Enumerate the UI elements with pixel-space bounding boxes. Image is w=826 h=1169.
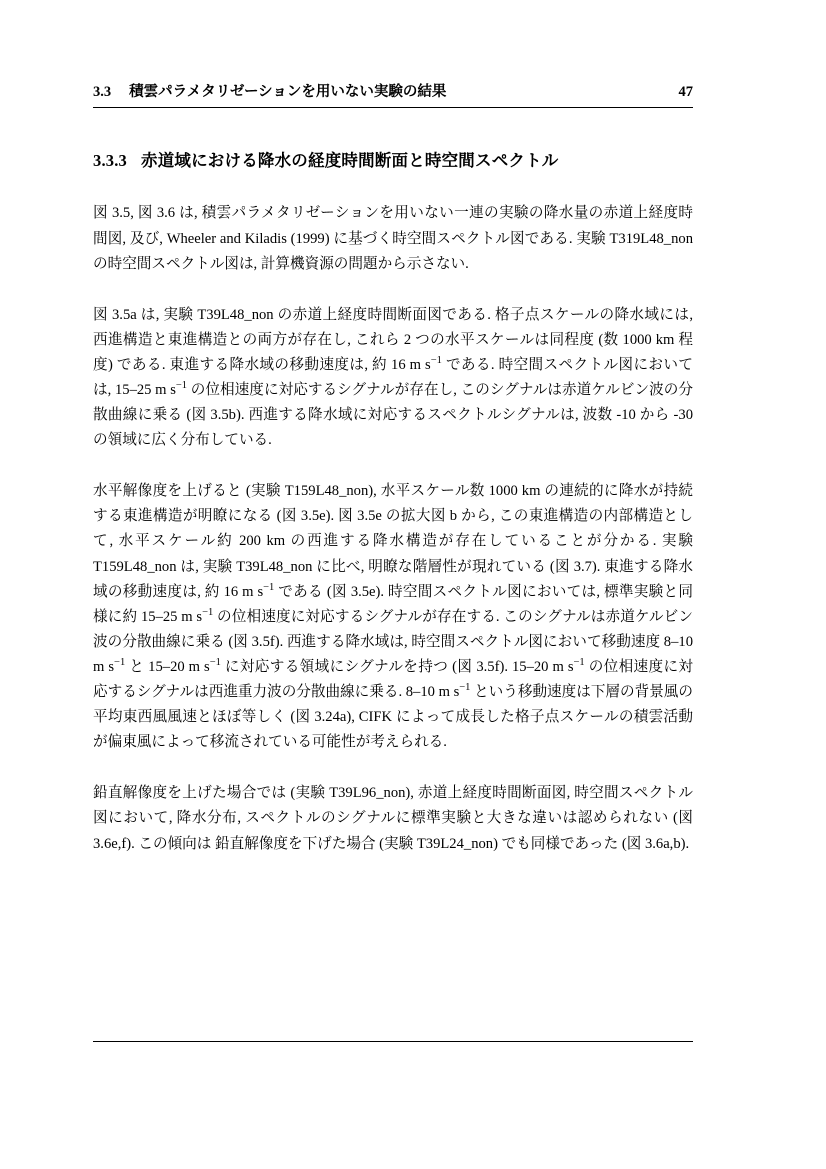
paragraph-4: 鉛直解像度を上げた場合では (実験 T39L96_non), 赤道上経度時間断面図, 時空間スペクトル図において, 降水分布, スペクトルのシグナルに標準実験と大きな違いは認められない (図 3.6e,f). この傾向は 鉛直解像度を下げた場合 (実験 T39L24_non) でも同様であった (図 3.6a,b).	[93, 785, 693, 852]
paragraph-2: 図 3.5a は, 実験 T39L48_non の赤道上経度時間断面図である. 格子点スケールの降水域には, 西進構造と東進構造との両方が存在し, これら 2 つの水平スケールは同程度 (数 1000 km 程度) である. 東進する降水域の移動速度は, 約 16 m $s^{-1}$ である. 時空間スペクトル図においては, 15–25 m $s^{-1}$ の位相速度に対応するシグナルが存在し, このシグナルは赤道ケルビン波の分散曲線に乗る (図 3.5b). 西進する降水域に対応するスペクトルシグナルは, 波数 -10 から -30 の領域に広く分布している.	[93, 306, 693, 449]
footer-rule	[93, 1041, 693, 1042]
running-head	[93, 80, 693, 107]
section-heading-number: 3.3.3	[93, 151, 127, 170]
header-rule	[93, 107, 693, 108]
page-content	[93, 80, 693, 857]
section-heading-title: 赤道域における降水の経度時間断面と時空間スペクトル	[141, 151, 559, 170]
running-head-section-number: 3.3	[93, 84, 112, 100]
running-head-title: 積雲パラメタリゼーションを用いない実験の結果	[129, 84, 447, 100]
page-number: 47	[678, 84, 693, 100]
section-heading	[93, 150, 693, 171]
paragraph-1: 図 3.5, 図 3.6 は, 積雲パラメタリゼーションを用いない一連の実験の降水量の赤道上経度時間図, 及び, Wheeler and Kiladis (1999) に基づく時空間スペクトル図である. 実験 T319L48_non の時空間スペクトル図は, 計算機資源の問題から示さない.	[93, 205, 693, 272]
paragraph-3: 水平解像度を上げると (実験 T159L48_non), 水平スケール数 1000 km の連続的に降水が持続する東進構造が明瞭になる (図 3.5e). 図 3.5e の拡大図 b から, この東進構造の内部構造として, 水平スケール約 200 km の西進する降水構造が存在していることが分かる. 実験 T159L48_non は, 実験 T39L48_non に比べ, 明瞭な階層性が現れている (図 3.7). 東進する降水域の移動速度は, 約 16 m $s^{-1}$ である (図 3.5e). 時空間スペクトル図においては, 標準実験と同様に約 15–25 m $s^{-1}$ の位相速度に対応するシグナルが存在する. このシグナルは赤道ケルビン波の分散曲線に乗る (図 3.5f). 西進する降水域は, 時空間スペクトル図において移動速度 8–10 m $s^{-1}$ と 15–20 m $s^{-1}$ に対応する領域にシグナルを持つ (図 3.5f). 15–20 m $s^{-1}$ の位相速度に対応するシグナルは西進重力波の分散曲線に乗る. 8–10 m $s^{-1}$ という移動速度は下層の背景風の平均東西風風速とほぼ等しく (図 3.24a), CIFK によって成長した格子点スケールの積雲活動が偏東風によって移流されている可能性が考えられる.	[93, 483, 694, 751]
